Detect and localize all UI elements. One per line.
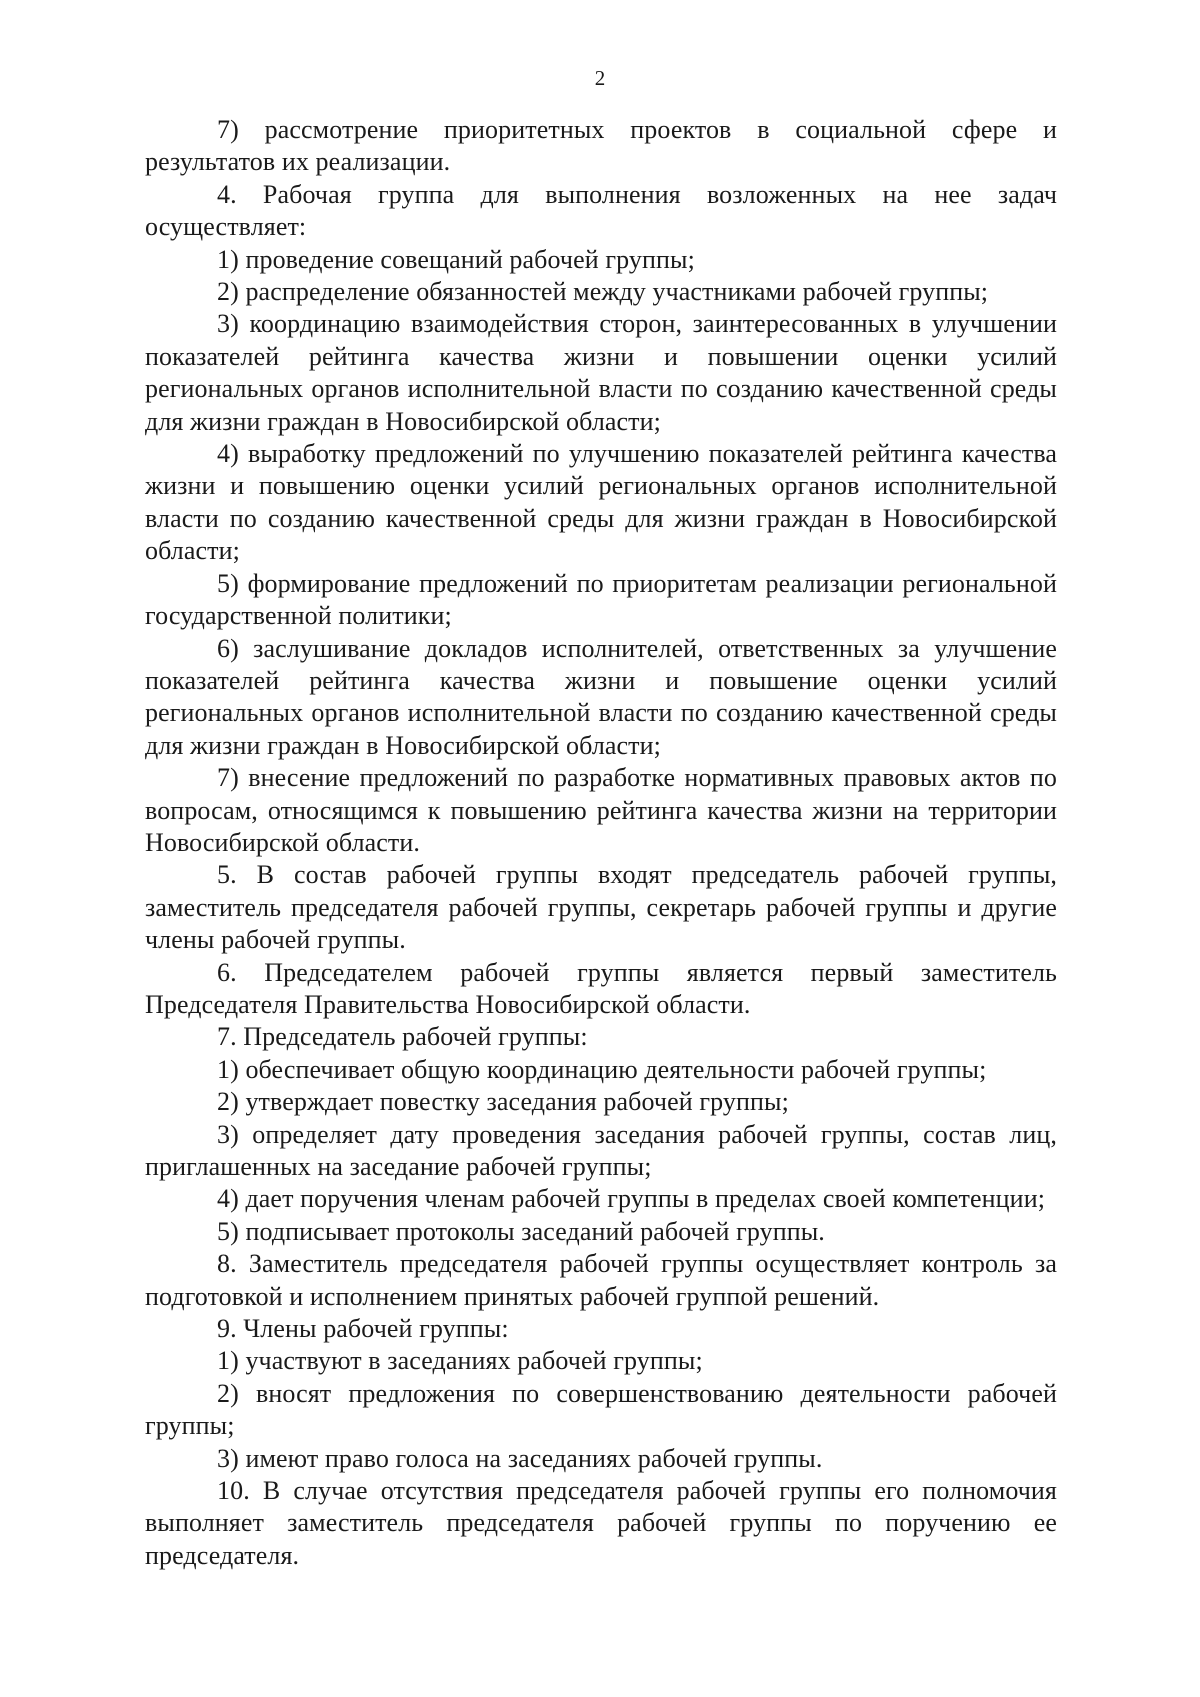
paragraph: 5) подписывает протоколы заседаний рабочей группы. [217, 1216, 825, 1246]
paragraph: 1) участвуют в заседаниях рабочей группы; [217, 1346, 703, 1376]
paragraph: 8. Заместитель председателя рабочей группы осуществляет контроль за подготовкой и исполнением принятых рабочей группой решений. [145, 1249, 1057, 1311]
paragraph: 2) вносят предложения по совершенствованию деятельности рабочей группы; [145, 1378, 1057, 1441]
paragraph: 7) рассмотрение приоритетных проектов в социальной сфере и результатов их реализации. [145, 115, 1057, 177]
paragraph: 4) выработку предложений по улучшению показателей рейтинга качества жизни и повышению оценки усилий региональных органов исполнительной власти по созданию качественной среды для жизни граждан в Новосибирской области; [145, 439, 1057, 566]
paragraph: 2) утверждает повестку заседания рабочей группы; [217, 1087, 789, 1117]
paragraph: 10. В случае отсутствия председателя рабочей группы его полномочия выполняет заместитель председателя рабочей группы по поручению ее председателя. [145, 1476, 1057, 1570]
paragraph: 1) обеспечивает общую координацию деятельности рабочей группы; [217, 1054, 987, 1084]
paragraph: 3) определяет дату проведения заседания рабочей группы, состав лиц, приглашенных на заседание рабочей группы; [145, 1119, 1057, 1181]
paragraph: 9. Члены рабочей группы: [217, 1314, 509, 1344]
paragraph: 7. Председатель рабочей группы: [217, 1022, 588, 1052]
paragraph: 6. Председателем рабочей группы является первый заместитель Председателя Правительства Новосибирской области. [145, 957, 1057, 1019]
paragraph: 4. Рабочая группа для выполнения возложенных на нее задач осуществляет: [145, 179, 1057, 242]
paragraph: 3) координацию взаимодействия сторон, заинтересованных в улучшении показателей рейтинга качества жизни и повышении оценки усилий региональных органов исполнительной власти по созданию качественной среды для жизни граждан в Новосибирской области; [145, 309, 1057, 436]
paragraph: 7) внесение предложений по разработке нормативных правовых актов по вопросам, относящимся к повышению рейтинга качества жизни на территории Новосибирской области. [145, 763, 1057, 857]
paragraph: 1) проведение совещаний рабочей группы; [217, 244, 695, 274]
paragraph: 2) распределение обязанностей между участниками рабочей группы; [217, 277, 989, 307]
document-body [145, 114, 1057, 1572]
page-number: 2 [594, 66, 606, 90]
paragraph: 5) формирование предложений по приоритетам реализации региональной государственной политики; [145, 568, 1057, 631]
paragraph: 5. В состав рабочей группы входят председатель рабочей группы, заместитель председателя рабочей группы, секретарь рабочей группы и другие члены рабочей группы. [145, 860, 1057, 955]
paragraph: 4) дает поручения членам рабочей группы в пределах своей компетенции; [217, 1184, 1046, 1214]
paragraph: 6) заслушивание докладов исполнителей, ответственных за улучшение показателей рейтинга качества жизни и повышение оценки усилий региональных органов исполнительной власти по созданию качественной среды для жизни граждан в Новосибирской области; [145, 633, 1057, 760]
paragraph: 3) имеют право голоса на заседаниях рабочей группы. [217, 1443, 823, 1473]
